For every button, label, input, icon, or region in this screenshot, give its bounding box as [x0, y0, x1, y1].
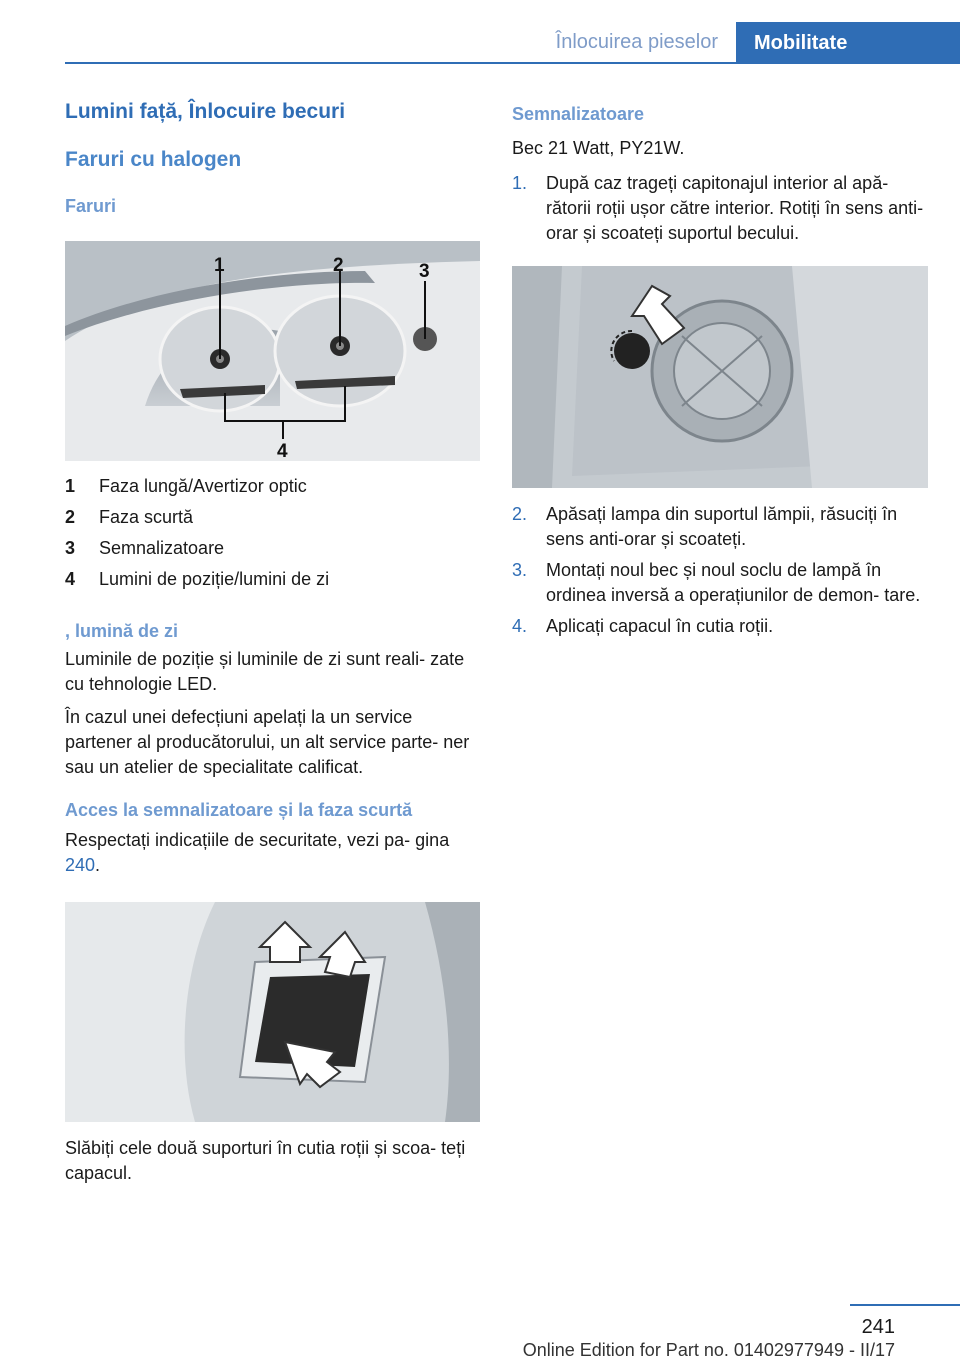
defect-paragraph: În cazul unei defecțiuni apelați la un service partener al producătorului, un alt service parte‐ ner sau un atelier de specialitate calificat.	[65, 707, 470, 777]
header-rule	[65, 62, 960, 64]
safety-text: Respectați indicațiile de securitate, vezi pa‐ gina	[65, 830, 450, 850]
signal-heading: Semnalizatoare	[512, 104, 645, 124]
legend-item	[65, 533, 480, 564]
legend-label: Faza lungă/Avertizor optic	[99, 476, 307, 496]
footer-rule	[850, 1304, 960, 1306]
step-item	[512, 558, 928, 608]
step-num: 1.	[512, 173, 528, 193]
callout-2: 2	[333, 255, 344, 276]
access-heading: Acces la semnalizatoare și la faza scurtă	[65, 800, 413, 820]
legend-list	[65, 471, 480, 595]
legend-label: Faza scurtă	[99, 507, 194, 527]
legend-label: Lumini de poziție/lumini de zi	[99, 569, 330, 589]
legend-item	[65, 564, 480, 595]
bulb-spec: Bec 21 Watt, PY21W.	[512, 138, 685, 158]
right-column	[512, 104, 928, 639]
step-num: 4.	[512, 616, 528, 636]
page-title: Lumini față, Înlocuire becuri	[65, 100, 346, 123]
step-item	[512, 171, 928, 246]
section-title: Faruri cu halogen	[65, 148, 242, 171]
bulb-holder-figure	[512, 266, 928, 488]
header-section: Înlocuirea pieselor	[555, 31, 718, 53]
callout-1: 1	[214, 255, 225, 276]
step-text: Apăsați lampa din suportul lămpii, răsuciți în sens anti-orar și scoateți.	[546, 504, 898, 549]
safety-paragraph	[65, 828, 480, 878]
step-item	[512, 614, 928, 639]
steps-list	[512, 171, 928, 246]
wheel-housing-figure	[65, 902, 480, 1122]
daylight-paragraph: Luminile de poziție și luminile de zi sunt reali‐ zate cu tehnologie LED.	[65, 649, 465, 694]
subsection-title: Faruri	[65, 196, 117, 216]
page-link[interactable]: 240	[65, 855, 96, 875]
headlight-figure	[65, 241, 480, 461]
step-item	[512, 502, 928, 552]
step-text: După caz trageți capitonajul interior al apă‐ rătorii roții ușor către interior. Rotiți în sens anti-orar și scoateți suportul becului.	[546, 173, 924, 243]
legend-label: Semnalizatoare	[99, 538, 225, 558]
callout-4: 4	[277, 441, 288, 461]
legend-item	[65, 502, 480, 533]
header-tab[interactable]: Mobilitate	[736, 22, 960, 64]
safety-suffix: .	[95, 855, 101, 875]
step-text: Aplicați capacul în cutia roții.	[546, 616, 774, 636]
remove-cover-paragraph: Slăbiți cele două suporturi în cutia roții și scoa‐ teți capacul.	[65, 1138, 466, 1183]
page-number: 241	[861, 1316, 895, 1338]
callout-3: 3	[419, 261, 430, 282]
edition-note: Online Edition for Part no. 01402977949 - II/17	[522, 1340, 895, 1360]
daylight-heading: , lumină de zi	[65, 621, 179, 641]
legend-num: 2	[65, 507, 76, 527]
left-column	[65, 100, 480, 1186]
steps-list-continued	[512, 502, 928, 639]
step-num: 3.	[512, 560, 528, 580]
legend-num: 3	[65, 538, 76, 558]
step-text: Montați noul bec și noul soclu de lampă în ordinea inversă a operațiunilor de demon‐ tare.	[546, 560, 921, 605]
legend-num: 4	[65, 569, 76, 589]
step-num: 2.	[512, 504, 528, 524]
legend-num: 1	[65, 476, 76, 496]
legend-item	[65, 471, 480, 502]
